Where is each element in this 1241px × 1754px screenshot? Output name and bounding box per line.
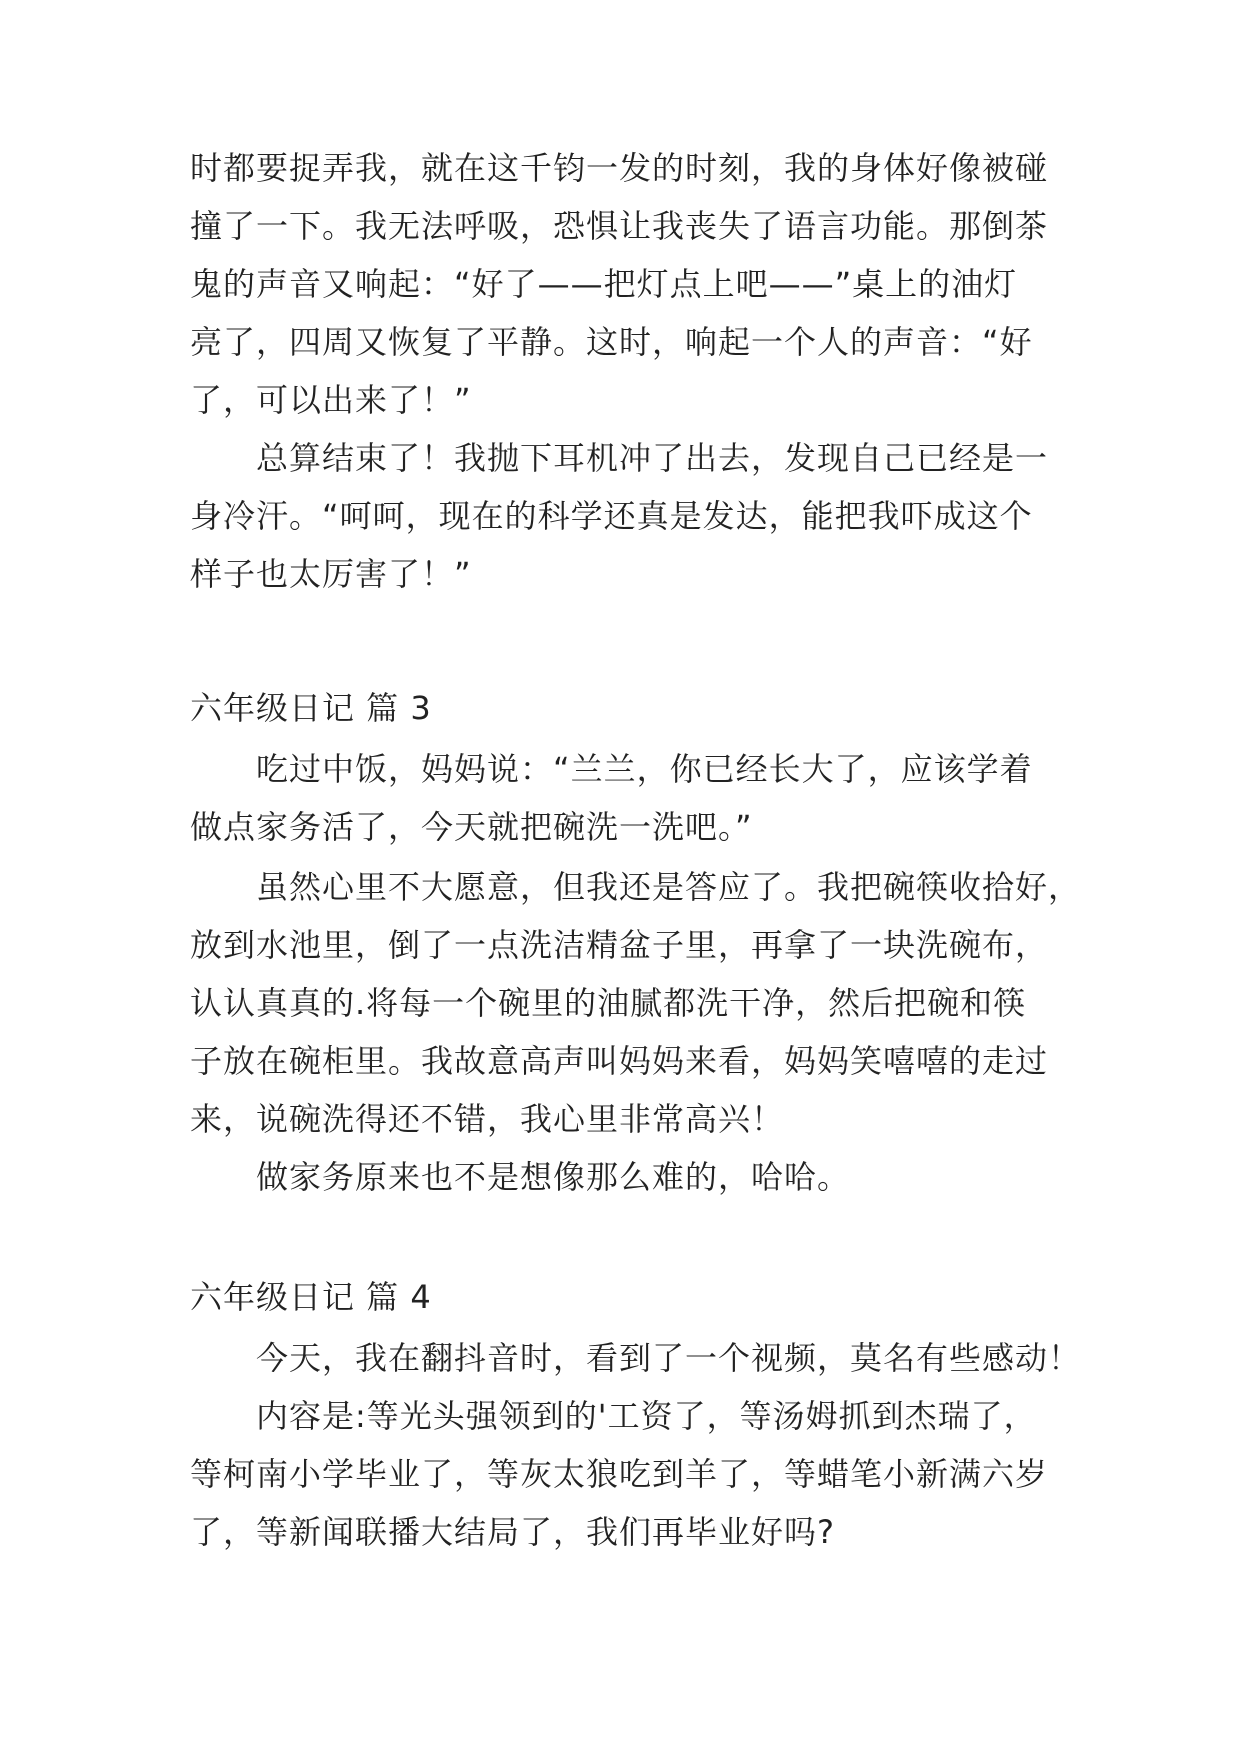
paragraph-story-ending [190,139,1060,429]
text-line: 身冷汗。“呵呵，现在的科学还真是发达，能把我吓成这个 [190,497,1033,535]
section-heading-4: 六年级日记 篇 4 [190,1278,432,1316]
text-line: 等柯南小学毕业了，等灰太狼吃到羊了，等蜡笔小新满六岁 [190,1455,1049,1493]
text-line: 认认真真的.将每一个碗里的油腻都洗干净，然后把碗和筷 [190,984,1027,1022]
paragraph-video-content [190,1387,1060,1561]
paragraph-video [190,1329,1082,1387]
text-line: 今天，我在翻抖音时，看到了一个视频，莫名有些感动！ [256,1339,1082,1377]
paragraph-lunch [190,740,1060,856]
text-line: 吃过中饭，妈妈说：“兰兰，你已经长大了，应该学着 [256,750,1033,788]
section-heading-3: 六年级日记 篇 3 [190,689,432,727]
paragraph-dishwashing [190,858,1082,1148]
text-line: 做家务原来也不是想像那么难的，哈哈。 [256,1158,851,1196]
text-line: 撞了一下。我无法呼吸，恐惧让我丧失了语言功能。那倒茶 [190,207,1049,245]
text-line: 了，可以出来了！” [190,381,472,419]
text-line: 亮了，四周又恢复了平静。这时，响起一个人的声音：“好 [190,323,1033,361]
text-line: 内容是:等光头强领到的'工资了，等汤姆抓到杰瑞了， [256,1397,1037,1435]
text-line: 子放在碗柜里。我故意高声叫妈妈来看，妈妈笑嘻嘻的走过 [190,1042,1049,1080]
text-line: 虽然心里不大愿意，但我还是答应了。我把碗筷收拾好， [256,868,1082,906]
text-line: 样子也太厉害了！” [190,555,472,593]
paragraph-conclusion [190,429,1060,603]
text-line: 时都要捉弄我，就在这千钧一发的时刻，我的身体好像被碰 [190,149,1049,187]
text-line: 来，说碗洗得还不错，我心里非常高兴！ [190,1100,785,1138]
text-line: 做点家务活了，今天就把碗洗一洗吧。” [190,808,753,846]
text-line: 放到水池里，倒了一点洗洁精盆子里，再拿了一块洗碗布， [190,926,1049,964]
paragraph-housework [190,1148,1060,1206]
text-line: 总算结束了！我抛下耳机冲了出去，发现自己已经是一 [256,439,1049,477]
text-line: 了，等新闻联播大结局了，我们再毕业好吗? [190,1513,835,1551]
text-line: 鬼的声音又响起：“好了——把灯点上吧——”桌上的油灯 [190,265,1018,303]
